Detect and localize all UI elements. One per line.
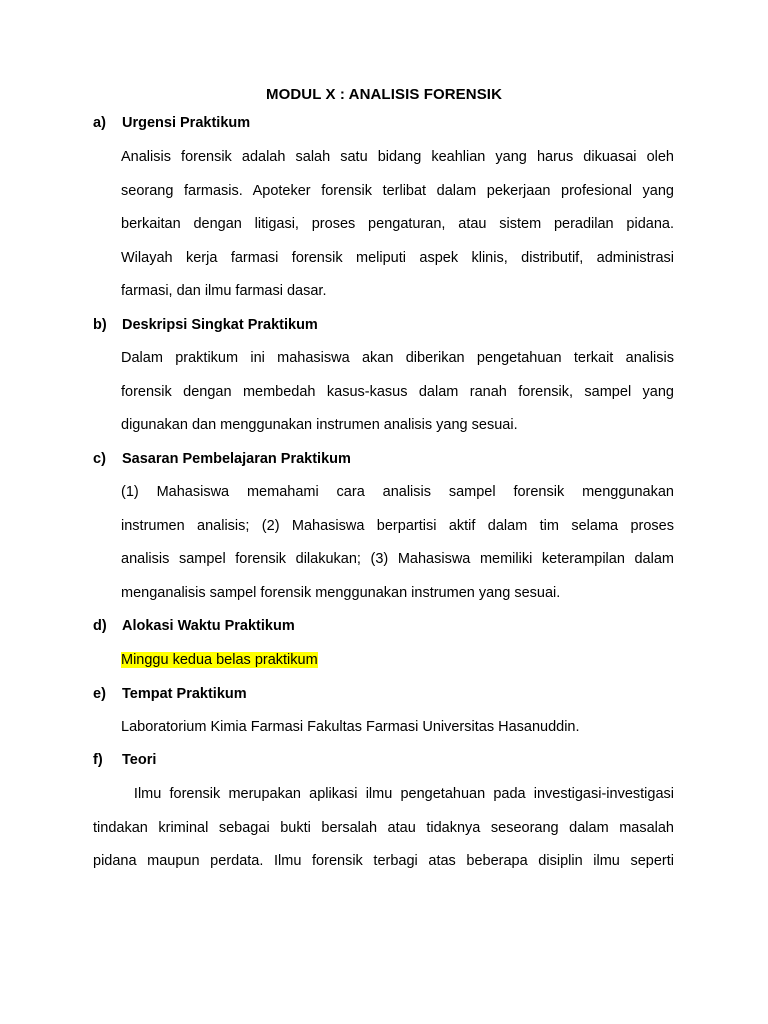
section-c-heading <box>93 451 351 467</box>
section-a-letter: a) <box>93 115 106 131</box>
section-f-title: Teori <box>122 752 157 768</box>
section-b-title: Deskripsi Singkat Praktikum <box>122 317 318 333</box>
paragraph-line: Wilayah kerja farmasi forensik meliputi aspek klinis, distributif, administrasi <box>121 249 674 266</box>
section-b-letter: b) <box>93 317 107 333</box>
section-d-title: Alokasi Waktu Praktikum <box>122 618 295 634</box>
section-d-text <box>121 652 318 668</box>
paragraph-line: tindakan kriminal sebagai bukti bersalah atau tidaknya seseorang dalam masalah <box>93 819 674 836</box>
section-b-heading <box>93 317 318 333</box>
section-c-paragraph <box>121 476 674 610</box>
section-f-heading <box>93 752 156 768</box>
section-d-letter: d) <box>93 618 107 634</box>
paragraph-line: menganalisis sampel forensik menggunakan instrumen yang sesuai. <box>121 584 561 601</box>
section-c-letter: c) <box>93 451 106 467</box>
section-a-paragraph <box>121 141 674 309</box>
paragraph-line: Dalam praktikum ini mahasiswa akan diberikan pengetahuan terkait analisis <box>121 350 674 366</box>
document-title: MODUL X : ANALISIS FORENSIK <box>265 86 503 103</box>
paragraph-line: digunakan dan menggunakan instrumen analisis yang sesuai. <box>121 417 518 433</box>
paragraph-line: pidana maupun perdata. Ilmu forensik terbagi atas beberapa disiplin ilmu seperti <box>93 853 674 869</box>
section-c-title: Sasaran Pembelajaran Praktikum <box>122 451 351 467</box>
paragraph-line: Ilmu forensik merupakan aplikasi ilmu pengetahuan pada investigasi-investigasi <box>93 786 674 802</box>
section-f-letter: f) <box>93 752 103 768</box>
section-f-paragraph <box>93 778 674 879</box>
section-a-heading <box>93 115 250 131</box>
paragraph-line: (1) Mahasiswa memahami cara analisis sampel forensik menggunakan <box>121 484 674 500</box>
section-e-letter: e) <box>93 686 106 702</box>
paragraph-line: instrumen analisis; (2) Mahasiswa berpartisi aktif dalam tim selama proses <box>121 517 674 534</box>
section-b-paragraph <box>121 342 674 443</box>
section-e-text: Laboratorium Kimia Farmasi Fakultas Farmasi Universitas Hasanuddin. <box>121 719 580 735</box>
paragraph-line: farmasi, dan ilmu farmasi dasar. <box>121 283 327 299</box>
paragraph-line: analisis sampel forensik dilakukan; (3) Mahasiswa memiliki keterampilan dalam <box>121 551 674 567</box>
section-e-heading <box>93 686 247 702</box>
section-a-title: Urgensi Praktikum <box>122 115 251 131</box>
paragraph-line: berkaitan dengan litigasi, proses pengaturan, atau sistem peradilan pidana. <box>121 216 674 232</box>
paragraph-line: forensik dengan membedah kasus-kasus dalam ranah forensik, sampel yang <box>121 383 674 400</box>
section-d-heading <box>93 618 295 634</box>
paragraph-line: Analisis forensik adalah salah satu bidang keahlian yang harus dikuasai oleh <box>121 149 674 165</box>
section-e-title: Tempat Praktikum <box>122 686 247 702</box>
highlighted-text: Minggu kedua belas praktikum <box>121 652 318 668</box>
paragraph-line: seorang farmasis. Apoteker forensik terlibat dalam pekerjaan profesional yang <box>121 182 674 199</box>
